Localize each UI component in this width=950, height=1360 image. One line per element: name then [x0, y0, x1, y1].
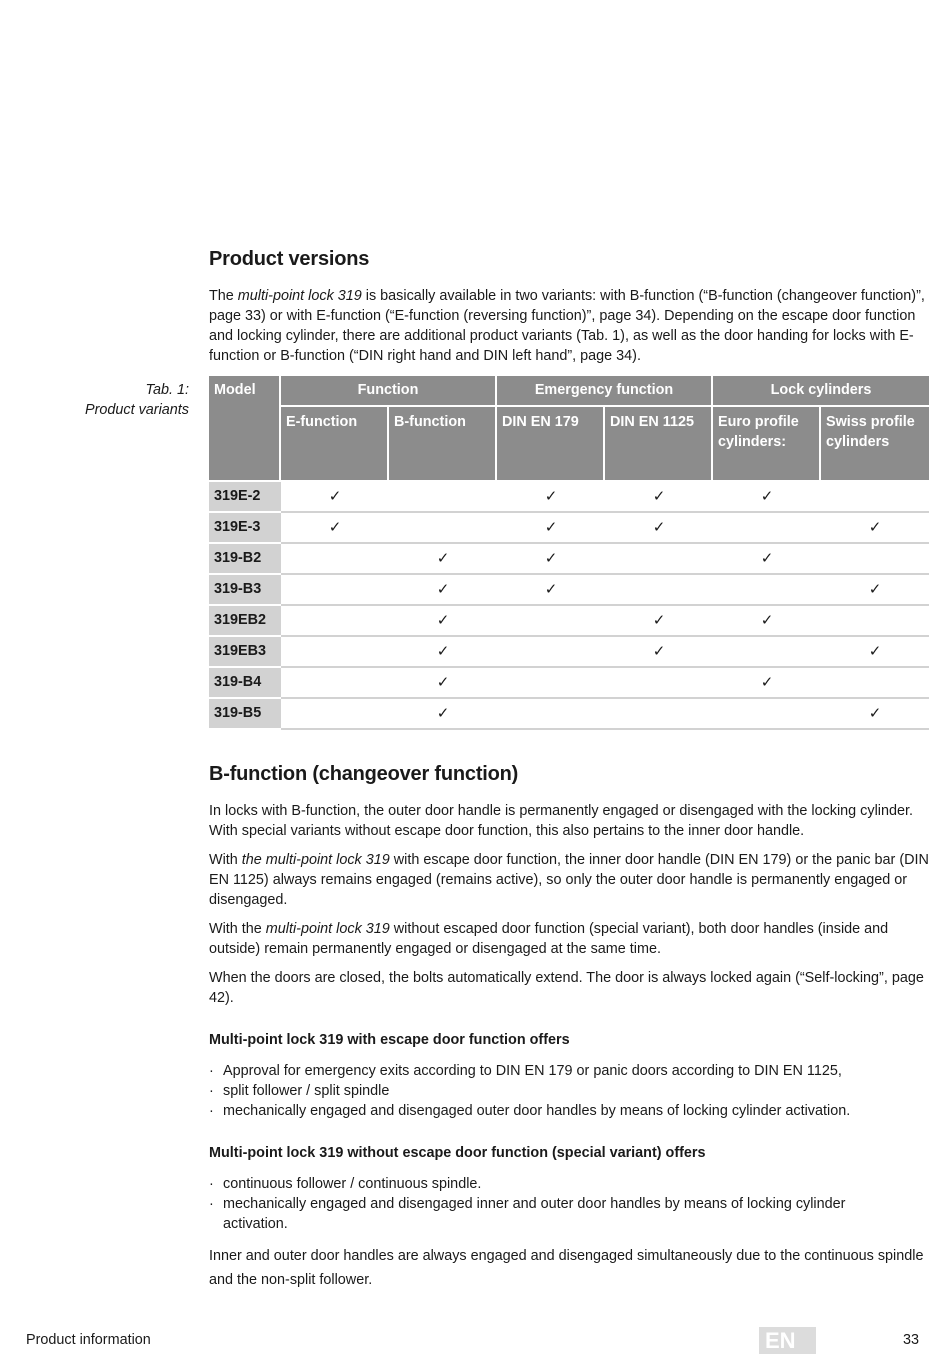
checkmark-icon-din-en-1125: ✓ — [605, 513, 713, 544]
table-row — [209, 699, 929, 730]
model-cell: 319E-2 — [209, 482, 281, 513]
column-header-e-function: E-function — [281, 407, 389, 482]
paragraph-b-function-2: With the multi-point lock 319 with escape door function, the inner door handle (DIN EN 179) or the panic bar (DIN EN 1125) always remains engaged (remains active), so only the outer door handle is permanently engaged or disengaged. — [209, 852, 929, 908]
checkmark-icon-din-en-179: ✓ — [497, 575, 605, 606]
model-cell: 319-B3 — [209, 575, 281, 606]
empty-cell-din-en-1125 — [605, 668, 713, 699]
empty-cell-euro-profile — [713, 637, 821, 668]
empty-cell-b-function — [389, 482, 497, 513]
column-header-din-en-1125: DIN EN 1125 — [605, 407, 713, 482]
column-header-b-function: B-function — [389, 407, 497, 482]
checkmark-icon-swiss-profile: ✓ — [821, 513, 929, 544]
list-with-escape — [209, 1061, 909, 1121]
empty-cell-swiss-profile — [821, 668, 929, 699]
empty-cell-din-en-179 — [497, 637, 605, 668]
table-row — [209, 575, 929, 606]
footer-section-name: Product information — [26, 1332, 151, 1348]
checkmark-icon-euro-profile: ✓ — [713, 668, 821, 699]
table-row — [209, 668, 929, 699]
empty-cell-swiss-profile — [821, 606, 929, 637]
list-item: · mechanically engaged and disengaged inner and outer door handles by means of locking cylinder activation. — [209, 1194, 909, 1234]
page-number: 33 — [903, 1332, 920, 1348]
empty-cell-e-function — [281, 637, 389, 668]
checkmark-icon-euro-profile: ✓ — [713, 544, 821, 575]
checkmark-icon-b-function: ✓ — [389, 606, 497, 637]
checkmark-icon-b-function: ✓ — [389, 699, 497, 730]
empty-cell-e-function — [281, 668, 389, 699]
empty-cell-din-en-1125 — [605, 544, 713, 575]
model-cell: 319EB3 — [209, 637, 281, 668]
empty-cell-b-function — [389, 513, 497, 544]
column-header-euro-profile: Euro profile cylinders: — [713, 407, 821, 482]
empty-cell-din-en-1125 — [605, 699, 713, 730]
table-caption-title: Product variants — [85, 402, 189, 418]
model-cell: 319-B2 — [209, 544, 281, 575]
checkmark-icon-swiss-profile: ✓ — [821, 637, 929, 668]
checkmark-icon-din-en-1125: ✓ — [605, 637, 713, 668]
subheading-without-escape: Multi-point lock 319 without escape door function (special variant) offers — [209, 1145, 706, 1161]
checkmark-icon-b-function: ✓ — [389, 668, 497, 699]
group-header-emergency: Emergency function — [497, 376, 713, 407]
table-caption — [85, 380, 189, 420]
list-item: · Approval for emergency exits according to DIN EN 179 or panic doors according to DIN EN 1125, — [209, 1061, 909, 1081]
table-row — [209, 513, 929, 544]
list-item: · continuous follower / continuous spindle. — [209, 1174, 909, 1194]
language-badge: EN — [759, 1327, 816, 1354]
empty-cell-din-en-179 — [497, 699, 605, 730]
table-row — [209, 544, 929, 575]
checkmark-icon-e-function: ✓ — [281, 513, 389, 544]
checkmark-icon-e-function: ✓ — [281, 482, 389, 513]
table-row — [209, 606, 929, 637]
checkmark-icon-euro-profile: ✓ — [713, 606, 821, 637]
checkmark-icon-b-function: ✓ — [389, 575, 497, 606]
empty-cell-e-function — [281, 575, 389, 606]
paragraph-self-locking: When the doors are closed, the bolts automatically extend. The door is always locked again (“Self-locking”, page 42). — [209, 970, 924, 1006]
checkmark-icon-din-en-179: ✓ — [497, 482, 605, 513]
checkmark-icon-b-function: ✓ — [389, 637, 497, 668]
empty-cell-swiss-profile — [821, 482, 929, 513]
checkmark-icon-din-en-179: ✓ — [497, 513, 605, 544]
model-cell: 319E-3 — [209, 513, 281, 544]
empty-cell-din-en-1125 — [605, 575, 713, 606]
group-header-lock-cylinders: Lock cylinders — [713, 376, 929, 407]
empty-cell-e-function — [281, 544, 389, 575]
table-row — [209, 482, 929, 513]
column-header-din-en-179: DIN EN 179 — [497, 407, 605, 482]
empty-cell-euro-profile — [713, 699, 821, 730]
group-header-function: Function — [281, 376, 497, 407]
closing-paragraph: Inner and outer door handles are always engaged and disengaged simultaneously due to the continuous spindle and the non-split follower. — [209, 1248, 924, 1288]
model-cell: 319EB2 — [209, 606, 281, 637]
checkmark-icon-b-function: ✓ — [389, 544, 497, 575]
table-row — [209, 637, 929, 668]
model-cell: 319-B4 — [209, 668, 281, 699]
list-without-escape — [209, 1174, 909, 1234]
checkmark-icon-din-en-179: ✓ — [497, 544, 605, 575]
section-title-product-versions: Product versions — [209, 248, 370, 270]
checkmark-icon-din-en-1125: ✓ — [605, 606, 713, 637]
section-title-b-function: B-function (changeover function) — [209, 763, 519, 785]
checkmark-icon-swiss-profile: ✓ — [821, 699, 929, 730]
checkmark-icon-swiss-profile: ✓ — [821, 575, 929, 606]
list-item: · split follower / split spindle — [209, 1081, 909, 1101]
table-caption-number: Tab. 1: — [145, 382, 189, 398]
paragraph-b-function-3: With the multi-point lock 319 without escaped door function (special variant), both door handles (inside and outside) remain permanently engaged or disengaged at the same time. — [209, 921, 889, 957]
product-variants-table — [209, 376, 929, 730]
empty-cell-din-en-179 — [497, 668, 605, 699]
checkmark-icon-din-en-1125: ✓ — [605, 482, 713, 513]
table-body — [209, 482, 929, 730]
empty-cell-e-function — [281, 699, 389, 730]
table-header-column-row — [209, 407, 929, 482]
table-header-group-row — [209, 376, 929, 407]
column-header-model: Model — [209, 376, 281, 482]
subheading-with-escape: Multi-point lock 319 with escape door function offers — [209, 1032, 570, 1048]
checkmark-icon-euro-profile: ✓ — [713, 482, 821, 513]
column-header-swiss-profile: Swiss profile cylinders — [821, 407, 929, 482]
empty-cell-swiss-profile — [821, 544, 929, 575]
list-item: · mechanically engaged and disengaged outer door handles by means of locking cylinder activation. — [209, 1101, 909, 1121]
model-cell: 319-B5 — [209, 699, 281, 730]
intro-paragraph: The multi-point lock 319 is basically available in two variants: with B-function (“B-function (changeover function)”, page 33) or with E-function (“E-function (reversing function)”, page 34). Depending on the escape door function and locking cylinder, there are additional product variants (Tab. 1), as well as the door handing for locks with E-function or B-function (“DIN right hand and DIN left hand”, page 34). — [209, 288, 925, 364]
empty-cell-e-function — [281, 606, 389, 637]
empty-cell-din-en-179 — [497, 606, 605, 637]
empty-cell-euro-profile — [713, 575, 821, 606]
empty-cell-euro-profile — [713, 513, 821, 544]
paragraph-b-function-1: In locks with B-function, the outer door handle is permanently engaged or disengaged with the locking cylinder. With special variants without escape door function, this also pertains to the inner door handle. — [209, 803, 913, 839]
